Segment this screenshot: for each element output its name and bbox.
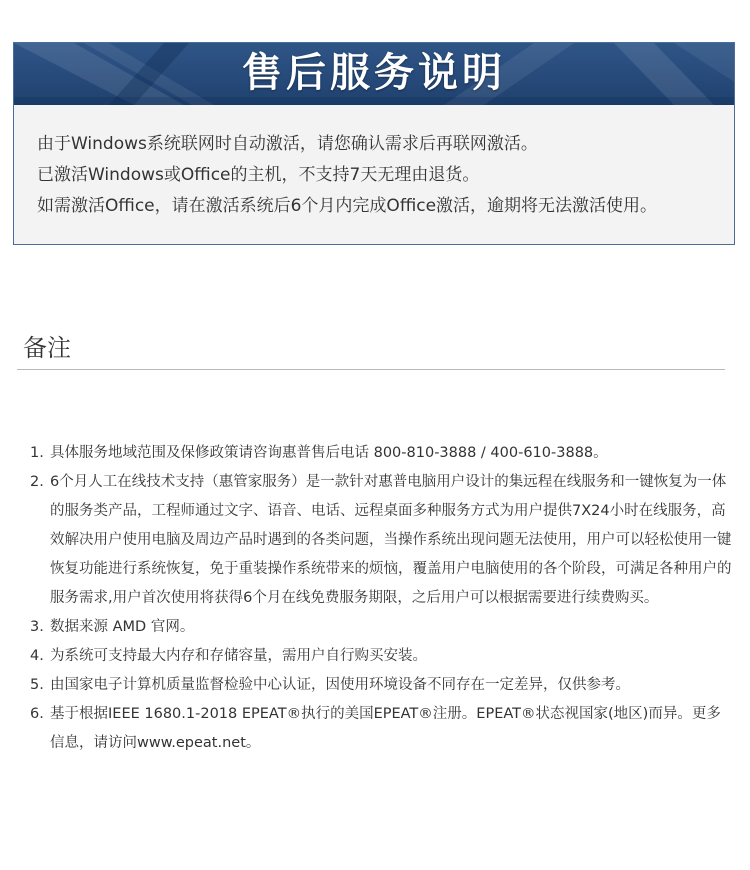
note-item [30,613,734,642]
notes-heading: 备注 [23,334,71,362]
notes-list [30,439,734,758]
note-text: 由国家电子计算机质量监督检验中心认证，因使用环境设备不同存在一定差异，仅供参考。 [50,677,630,693]
notes-divider [17,369,725,370]
service-notice-lines [37,129,724,222]
note-item [30,671,734,700]
note-number: 5. [30,677,44,693]
note-item [30,468,734,613]
banner-title: 售后服务说明 [242,50,506,96]
note-item [30,642,734,671]
note-text: 数据来源 AMD 官网。 [50,619,195,635]
note-number: 1. [30,445,44,461]
service-banner [14,43,734,105]
note-text: 基于根据IEEE 1680.1-2018 EPEAT®执行的美国EPEAT®注册。EPEAT®状态视国家(地区)而异。更多信息，请访问www.epeat.net。 [50,706,721,751]
service-line: 已激活Windows或Office的主机，不支持7天无理由退货。 [37,165,480,185]
note-number: 6. [30,706,44,722]
note-text: 具体服务地域范围及保修政策请咨询惠普售后电话 800-810-3888 / 400-610-3888。 [50,445,608,461]
note-item [30,700,734,758]
note-item [30,439,734,468]
note-number: 3. [30,619,44,635]
after-sales-service-panel [13,42,735,245]
service-line: 由于Windows系统联网时自动激活，请您确认需求后再联网激活。 [37,134,538,154]
note-number: 4. [30,648,44,664]
service-line: 如需激活Office，请在激活系统后6个月内完成Office激活，逾期将无法激活使用。 [37,196,658,216]
note-text: 6个月人工在线技术支持（惠管家服务）是一款针对惠普电脑用户设计的集远程在线服务和一键恢复为一体的服务类产品，工程师通过文字、语音、电话、远程桌面多种服务方式为用户提供7X24小时在线服务，高效解决用户使用电脑及周边产品时遇到的各类问题，当操作系统出现问题无法使用，用户可以轻松使用一键恢复功能进行系统恢复，免于重装操作系统带来的烦恼，覆盖用户电脑使用的各个阶段，可满足各种用户的服务需求,用户首次使用将获得6个月在线免费服务期限，之后用户可以根据需要进行续费购买。 [50,474,732,606]
note-text: 为系统可支持最大内存和存储容量，需用户自行购买安装。 [50,648,427,664]
note-number: 2. [30,474,44,490]
